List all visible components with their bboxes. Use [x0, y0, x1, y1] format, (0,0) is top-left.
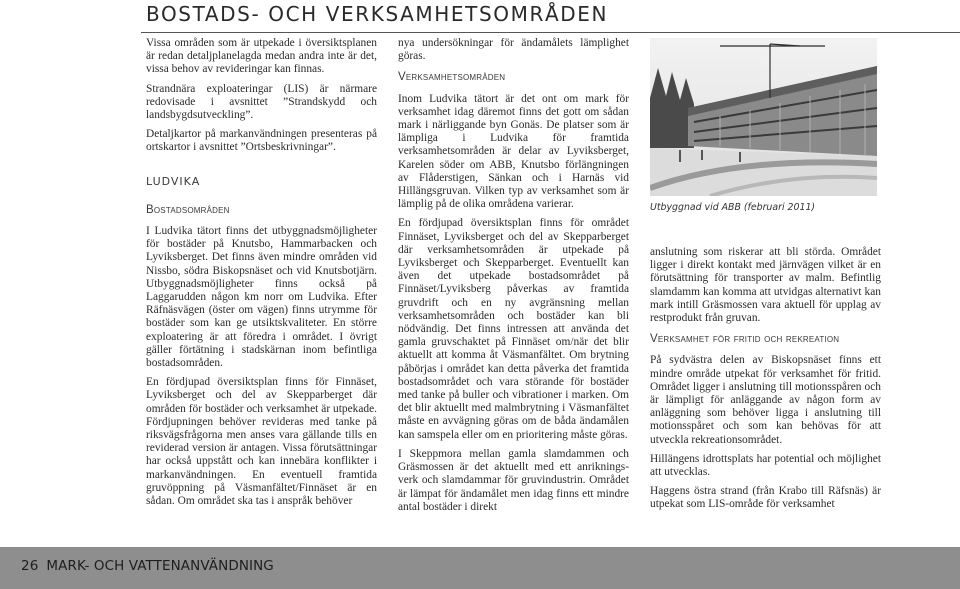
- heading-bostadsomraden: Bostadsområden: [146, 203, 230, 216]
- paragraph: Detaljkartor på markanvändningen presenteras på ortskartor i avsnittet ”Ortsbeskrivningar”.: [146, 128, 377, 154]
- text-column-1: [146, 37, 377, 514]
- title-divider: [141, 32, 960, 33]
- paragraph: Vissa områden som är utpekade i översiktsplanen är redan detaljplanelagda medan andra inte är det, vissa behov av revideringar kan finnas.: [146, 37, 377, 76]
- paragraph: En fördjupad översiktsplan finns för området Finnäset, Lyviksberget och del av Skepparberget där verksamhetsområden är utpekade på Lyviksberget och Skepparberget. Eventuellt kan även det utpekade bostadsområdet på Finnäset/Lyviksberg påverkas av framtida gruvdrift och en ny avgränsning mellan verksamhetsområden och bostäder kan bli nödvändig. Det finns intressen att använda det gamla gruvschaktet på Finnäset om/när det blir aktuellt att komma åt Väsmanfältet. Om brytning påbörjas i området kan detta påverka det framtida bostadsområdet och vara störande för bostäder med tanke på buller och vibrationer i marken. Om det blir aktuellt med malmbrytning i Väsmanfältet måste en avvägning göras om de båda ändamålen kan samspela eller om en prioritering måste göras.: [398, 217, 629, 441]
- text-column-3: [650, 246, 881, 518]
- paragraph: Strandnära exploateringar (LIS) är närmare redovisade i avsnittet ”Strandskydd och landsbygdsutveckling”.: [146, 82, 377, 122]
- paragraph: Inom Ludvika tätort är det ont om mark för verksamhet idag däremot finns det gott om sådan mark i närliggande byn Gonäs. De platser som är lämpliga i Ludvika för framtida verksamhetsområden är delar av Lyviksberget, Karelen söder om ABB, Knutsbo förlängningen av Flåderstigen, Sänkan och i Harnäs vid Hillängsgruvan. Vilken typ av verksamhet som är lämplig på de olika områdena varierar.: [398, 92, 629, 211]
- heading-verksamhetsomraden: Verksamhetsområden: [398, 71, 506, 84]
- paragraph: Haggens östra strand (från Krabo till Räfsnäs) är utpekat som LIS-område för verksamhet: [650, 485, 881, 511]
- photo-caption: Utbyggnad vid ABB (februari 2011): [650, 202, 816, 213]
- paragraph: På sydvästra delen av Biskopsnäset finns ett mindre område utpekat för verksamhet för fritid. Området ligger i anslutning till motionsspåren och är lämpligt för anläggande av någon form av anläggning som behöver ligga i anslutning till motionsspåret och som kan behövas för att utveckla rekreationsområdet.: [650, 354, 881, 446]
- paragraph: I Skeppmora mellan gamla slamdammen och Gräsmossen är det aktuellt med ett anriknings-verk och slamdammar för gruvindustrin. Området är lämpat för ändamålet men idag finns ett mindre antal bostäder i direkt: [398, 447, 629, 513]
- page-title: BOSTADS- OCH VERKSAMHETSOMRÅDEN: [146, 2, 609, 26]
- text-column-2: [398, 37, 629, 520]
- page-number: 26: [21, 558, 39, 574]
- paragraph: anslutning som riskerar att bli störda. Området ligger i direkt kontakt med järnvägen vilket är en förutsättning för transporter av malm. Befintlig slamdamm kan komma att utvidgas alternativt kan mark intill Gräsmossen vara aktuell för upplag av restprodukt från gruvan.: [650, 246, 881, 325]
- paragraph: I Ludvika tätort finns det utbyggnadsmöjligheter för bostäder på Knutsbo, Hammarbacken och Lyviksberget. Det finns även mindre områden vid Nissbo, södra Biskopsnäset och vid Knutsbotjärn. Utbyggnadsmöjligheter finns också på Laggarudden någon km norr om Ludvika. Efter Räfnäsvägen (öster om vägen) finns utrymme för bostäder som kan ge utsiktskvaliteter. En större exploatering är att föredra i området. I övrigt gäller förtätning i stadskärnan inom befintliga bostadsområden.: [146, 225, 377, 370]
- paragraph: En fördjupad översiktsplan finns för Finnäset, Lyviksberget och del av Skepparberget där områden för bostäder och verksamhet är utpekade. Fördjupningen behöver revideras med tanke på riksvägsfrågorna men anses vara gällande tills en reviderad version är antagen. Vissa förutsättningar har också uppstått och kan innebära konflikter i markanvändningen. En eventuell framtida gruvöppning på Väsmanfältet/Finnäset är en sådan. Om området ska tas i anspråk behöver: [146, 376, 377, 508]
- heading-ludvika: LUDVIKA: [146, 174, 201, 188]
- construction-photo: [650, 38, 877, 196]
- heading-fritid-rekreation: Verksamhet för fritid och rekreation: [650, 333, 840, 346]
- footer-section-title: MARK- OCH VATTENANVÄNDNING: [46, 558, 274, 574]
- paragraph: Hillängens idrottsplats har potential och möjlighet att utvecklas.: [650, 452, 881, 479]
- paragraph: nya undersökningar för ändamålets lämplighet göras.: [398, 37, 629, 63]
- page-footer: [0, 547, 960, 589]
- footer-text: [21, 558, 282, 574]
